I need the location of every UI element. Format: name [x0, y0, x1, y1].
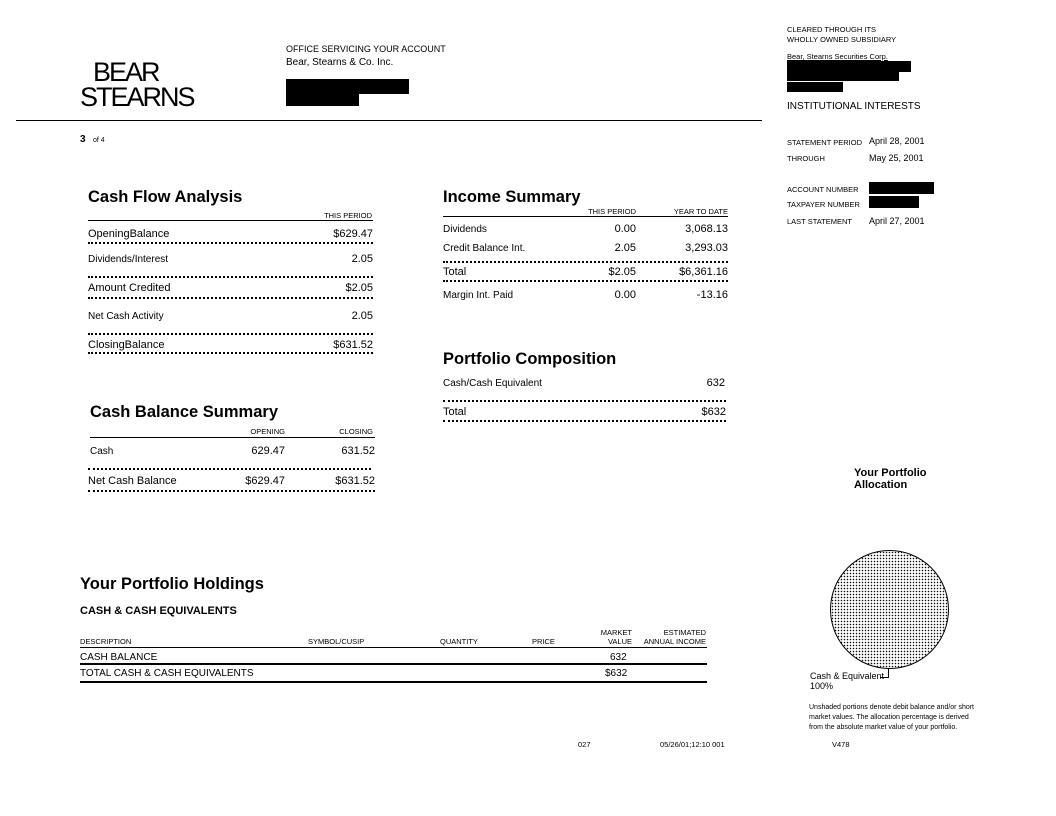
cash-flow-col-header: THIS PERIOD	[324, 211, 372, 220]
cleared-line-2: WHOLLY OWNED SUBSIDIARY	[787, 35, 897, 44]
cash-balance-col-opening: OPENING	[250, 427, 285, 436]
cash-flow-row-value: 2.05	[351, 310, 373, 322]
logo-line-1: BEAR	[93, 57, 159, 87]
income-row-ytd: 3,293.03	[685, 242, 728, 254]
last-statement-value: April 27, 2001	[869, 216, 925, 226]
dotted-rule	[88, 242, 373, 244]
holdings-col-income	[640, 628, 706, 646]
office-label: OFFICE SERVICING YOUR ACCOUNT	[286, 44, 446, 54]
allocation-note-line1: Unshaded portions denote debit balance and/or short	[809, 704, 975, 711]
page-of: of 4	[93, 137, 105, 144]
allocation-title	[854, 467, 927, 491]
cash-balance-rule	[90, 437, 375, 438]
cash-balance-row-label: Cash	[90, 446, 114, 457]
holdings-col-market	[580, 628, 632, 646]
income-rule	[443, 216, 728, 217]
cash-balance-row-closing: $631.52	[335, 475, 375, 487]
dotted-rule	[88, 333, 373, 335]
dotted-rule	[88, 297, 373, 299]
footer-timestamp: 05/26/01;12:10 001	[660, 740, 725, 749]
cleared-line-1: CLEARED THROUGH ITS	[787, 25, 877, 34]
last-statement-label: LAST STATEMENT	[787, 217, 853, 226]
cash-balance-row-closing: 631.52	[341, 445, 375, 457]
holdings-total-rule	[80, 681, 707, 683]
income-row-this-period: 2.05	[614, 242, 636, 254]
income-row-ytd: -13.16	[696, 289, 728, 301]
dotted-rule	[443, 280, 728, 282]
redaction	[787, 70, 899, 81]
income-row-label: Credit Balance Int.	[443, 243, 526, 254]
income-row-this-period: $2.05	[608, 266, 636, 278]
holdings-col-quantity: QUANTITY	[440, 637, 478, 646]
cash-flow-row-label: ClosingBalance	[88, 339, 165, 351]
dotted-rule	[88, 468, 371, 470]
holdings-row-description: TOTAL CASH & CASH EQUIVALENTS	[80, 668, 254, 679]
allocation-pie-slice	[830, 550, 949, 669]
subsidiary-name: Bear, Stearns Securities Corp.	[787, 52, 888, 61]
dotted-rule	[443, 400, 726, 402]
cash-flow-row-value: $629.47	[333, 228, 373, 240]
income-row-this-period: 0.00	[614, 289, 636, 301]
header-rule	[16, 120, 762, 121]
income-row-label: Margin Int. Paid	[443, 290, 514, 301]
page-number: 3	[80, 134, 86, 145]
cash-balance-row-label: Net Cash Balance	[88, 475, 177, 487]
income-row-label: Dividends	[443, 224, 487, 235]
holdings-row-rule	[80, 663, 707, 665]
portfolio-composition-title: Portfolio Composition	[443, 350, 617, 368]
statement-period-label: STATEMENT PERIOD	[787, 138, 863, 147]
cash-flow-row-label: Amount Credited	[88, 282, 171, 294]
income-col-ytd: YEAR TO DATE	[673, 207, 728, 216]
account-number-label: ACCOUNT NUMBER	[787, 185, 859, 194]
cash-flow-rule	[88, 220, 373, 221]
redaction	[286, 93, 359, 106]
cash-balance-title: Cash Balance Summary	[90, 403, 279, 421]
holdings-col-income-line2: ANNUAL INCOME	[643, 637, 706, 646]
footer-code: 027	[578, 740, 591, 749]
composition-row-label: Cash/Cash Equivalent	[443, 378, 542, 389]
through-value: May 25, 2001	[869, 153, 924, 163]
dotted-rule	[443, 261, 728, 263]
redaction	[787, 82, 843, 92]
holdings-col-market-line1: MARKET	[600, 628, 632, 637]
income-row-ytd: 3,068.13	[685, 223, 728, 235]
holdings-col-symbol: SYMBOL/CUSIP	[308, 637, 365, 646]
statement-period-value: April 28, 2001	[869, 136, 925, 146]
bear-stearns-logo	[80, 57, 194, 112]
allocation-title-line1: Your Portfolio	[854, 467, 927, 479]
taxpayer-number-label: TAXPAYER NUMBER	[787, 200, 860, 209]
holdings-col-market-line2: VALUE	[607, 637, 632, 646]
income-row-ytd: $6,361.16	[679, 266, 728, 278]
holdings-row-description: CASH BALANCE	[80, 652, 158, 663]
holdings-col-price: PRICE	[532, 637, 555, 646]
income-row-this-period: 0.00	[614, 223, 636, 235]
through-label: THROUGH	[787, 154, 825, 163]
allocation-note-line3: from the absolute market value of your portfolio.	[809, 724, 958, 731]
cash-flow-row-label: Dividends/Interest	[88, 254, 169, 265]
allocation-title-line2: Allocation	[854, 479, 908, 491]
redaction	[286, 79, 409, 94]
composition-row-value: 632	[706, 377, 725, 389]
logo-line-2: STEARNS	[80, 82, 194, 112]
office-name: Bear, Stearns & Co. Inc.	[286, 57, 394, 68]
cash-flow-row-value: $2.05	[345, 282, 373, 294]
allocation-slice-pct: 100%	[810, 681, 834, 691]
footer-code: V478	[832, 740, 850, 749]
composition-row-value: $632	[701, 406, 726, 418]
holdings-title: Your Portfolio Holdings	[80, 575, 264, 593]
cash-flow-row-label: OpeningBalance	[88, 228, 170, 240]
allocation-note-line2: market values. The allocation percentage is derived	[809, 714, 969, 721]
income-col-this-period: THIS PERIOD	[588, 207, 636, 216]
cash-flow-row-value: $631.52	[333, 339, 373, 351]
redaction	[869, 182, 934, 194]
page-indicator	[80, 129, 105, 147]
cash-flow-row-value: 2.05	[351, 253, 373, 265]
allocation-slice-label: Cash & Equivalent	[810, 671, 885, 681]
holdings-row-market-value: $632	[605, 668, 628, 679]
holdings-subtitle: CASH & CASH EQUIVALENTS	[80, 605, 237, 617]
cash-balance-col-closing: CLOSING	[339, 427, 373, 436]
dotted-rule	[88, 276, 373, 278]
holdings-col-description: DESCRIPTION	[80, 637, 132, 646]
allocation-note	[809, 703, 974, 733]
redaction	[869, 196, 919, 208]
holdings-header-rule	[80, 647, 707, 648]
dotted-rule	[88, 490, 375, 492]
cash-balance-row-opening: $629.47	[245, 475, 285, 487]
cash-flow-title: Cash Flow Analysis	[88, 188, 243, 206]
holdings-row-market-value: 632	[610, 652, 627, 663]
cash-flow-row-label: Net Cash Activity	[88, 311, 164, 322]
income-row-label: Total	[443, 266, 467, 278]
cash-balance-row-opening: 629.47	[251, 445, 285, 457]
income-summary-title: Income Summary	[443, 188, 581, 206]
holdings-col-income-line1: ESTIMATED	[663, 628, 706, 637]
dotted-rule	[443, 420, 726, 422]
dotted-rule	[88, 352, 373, 354]
composition-row-label: Total	[443, 406, 467, 418]
institutional-interests: INSTITUTIONAL INTERESTS	[787, 101, 921, 112]
